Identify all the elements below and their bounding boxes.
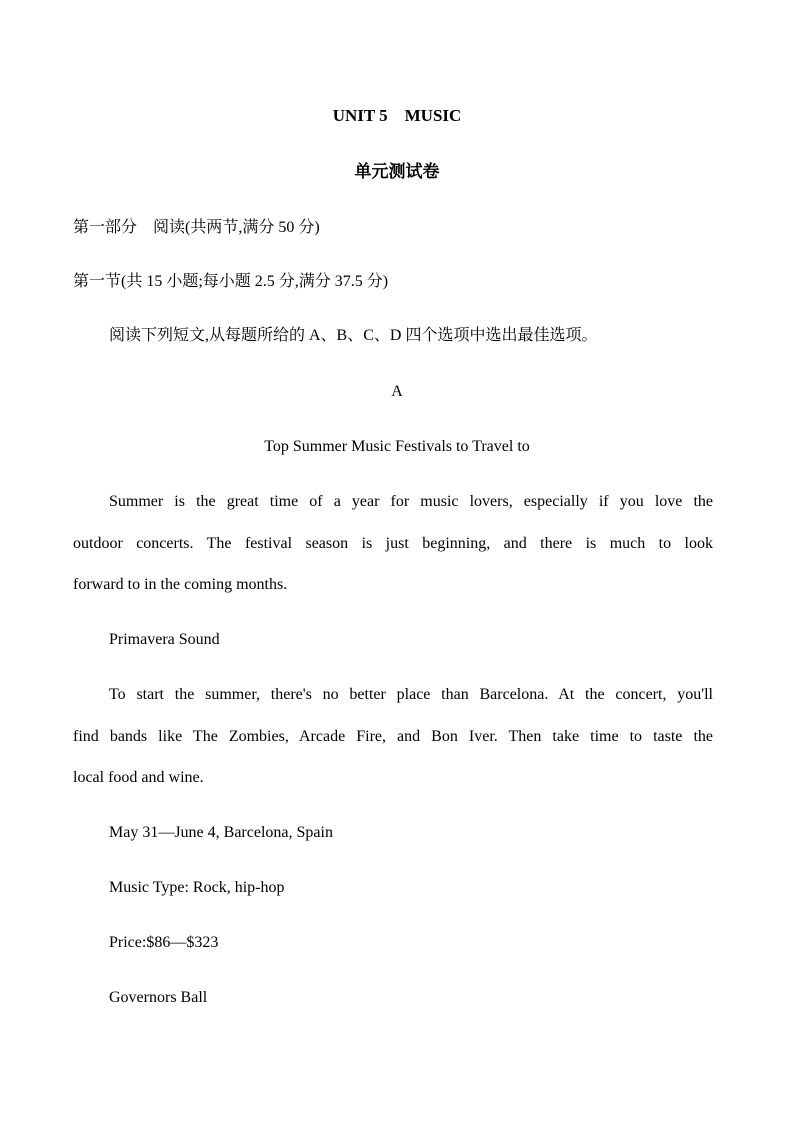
- festival-price: Price:$86—$323: [109, 934, 219, 951]
- passage-label: A: [391, 383, 403, 400]
- passage-title: Top Summer Music Festivals to Travel to: [264, 438, 530, 455]
- intro-line: forward to in the coming months.: [73, 576, 288, 593]
- festival-name: Governors Ball: [109, 989, 208, 1006]
- festival-desc-line: To start the summer, there's no better place than Barcelona. At the concert, you'll: [109, 686, 713, 703]
- festival-desc-line: local food and wine.: [73, 769, 204, 786]
- part-heading: 第一部分 阅读(共两节,满分 50 分): [73, 219, 320, 236]
- section-heading: 第一节(共 15 小题;每小题 2.5 分,满分 37.5 分): [73, 273, 389, 290]
- test-subtitle: 单元测试卷: [354, 162, 440, 181]
- festival-name: Primavera Sound: [109, 631, 220, 648]
- intro-line: Summer is the great time of a year for music lovers, especially if you love the: [109, 493, 713, 510]
- intro-line: outdoor concerts. The festival season is just beginning, and there is much to look: [73, 535, 713, 552]
- festival-desc-line: find bands like The Zombies, Arcade Fire, and Bon Iver. Then take time to taste the: [73, 728, 713, 745]
- festival-date: May 31—June 4, Barcelona, Spain: [109, 824, 333, 841]
- festival-music-type: Music Type: Rock, hip-hop: [109, 879, 285, 896]
- unit-title: UNIT 5 MUSIC: [332, 106, 462, 125]
- instruction-text: 阅读下列短文,从每题所给的 A、B、C、D 四个选项中选出最佳选项。: [109, 327, 598, 344]
